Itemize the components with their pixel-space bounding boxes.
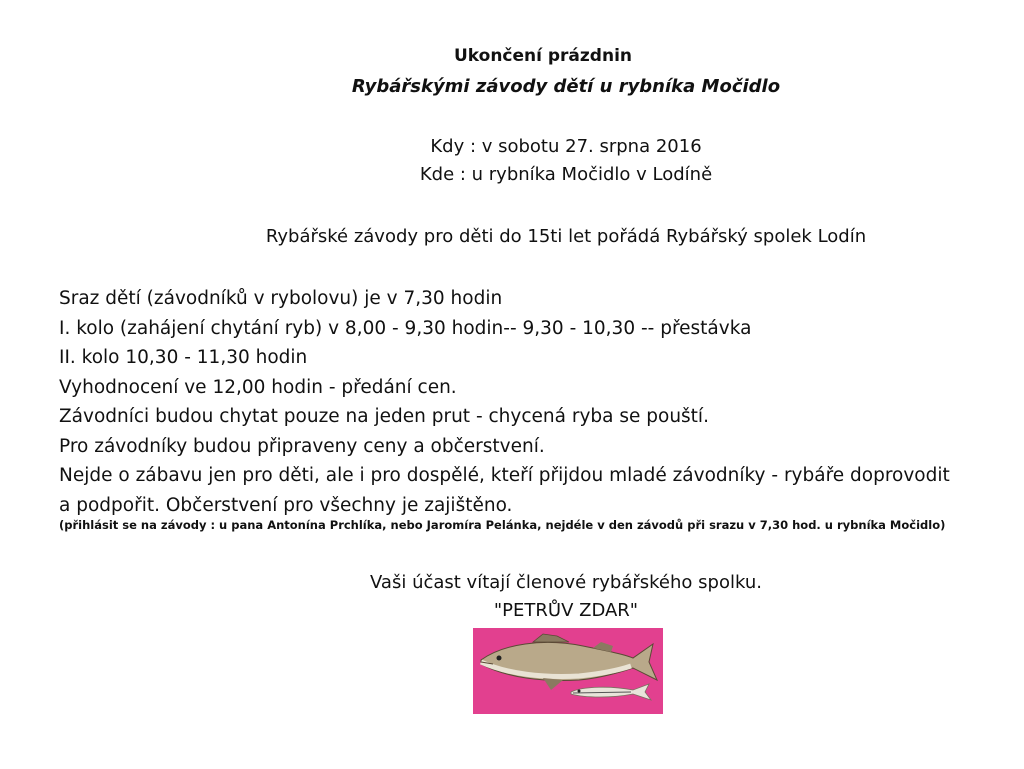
registration-note: (přihlásit se na závody : u pana Antonína Prchlíka, nebo Jaromíra Pelánka, nejdéle v den závodů při srazu v 7,30 hod. u rybníka Močidlo): [59, 518, 946, 532]
event-date: Kdy : v sobotu 27. srpna 2016: [430, 136, 702, 157]
page-subtitle: Rybářskými závody dětí u rybníka Močidlo: [351, 76, 781, 97]
program-line: Sraz dětí (závodníků v rybolovu) je v 7,30 hodin: [59, 288, 503, 309]
program-line: a podpořit. Občerstvení pro všechny je zajištěno.: [59, 494, 513, 516]
program-text: [59, 284, 1019, 520]
event-location: Kde : u rybníka Močidlo v Lodíně: [419, 164, 713, 185]
program-line: I. kolo (zahájení chytání ryb) v 8,00 - 9,30 hodin-- 9,30 - 10,30 -- přestávka: [59, 317, 752, 339]
program-line: Pro závodníky budou připraveny ceny a občerstvení.: [59, 435, 545, 457]
organizer-line: Rybářské závody pro děti do 15ti let pořádá Rybářský spolek Lodín: [265, 226, 867, 247]
program-line: Závodníci budou chytat pouze na jeden prut - chycená ryba se pouští.: [59, 406, 709, 427]
club-name: "PETRŮV ZDAR": [493, 600, 639, 621]
fish-illustration: [473, 628, 663, 714]
program-line: Vyhodnocení ve 12,00 hodin - předání cen.: [59, 376, 457, 398]
page-title: Ukončení prázdnin: [453, 46, 632, 66]
welcome-line: Vaši účast vítají členové rybářského spolku.: [370, 572, 762, 593]
fish-icon: [473, 628, 663, 714]
program-line: II. kolo 10,30 - 11,30 hodin: [59, 347, 308, 368]
program-line: Nejde o zábavu jen pro děti, ale i pro dospělé, kteří přijdou mladé závodníky - rybáře doprovodit: [59, 465, 950, 486]
